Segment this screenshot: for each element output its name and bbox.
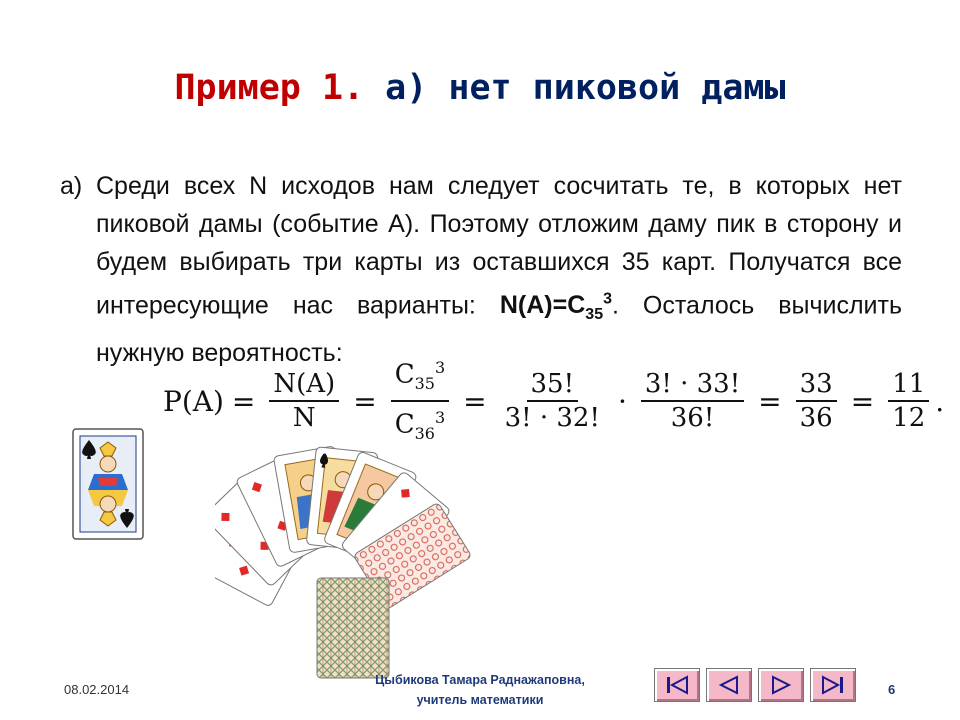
formula-eq-5: = (850, 384, 875, 418)
queen-of-spades-icon (72, 428, 144, 540)
title-rest: а) нет пиковой дамы (364, 68, 786, 108)
fraction-3-den: 3! · 32! (504, 403, 600, 433)
f2-num-sup: 3 (434, 358, 446, 378)
fraction-6-den: 12 (892, 403, 926, 433)
fraction-1-den: N (292, 403, 316, 433)
next-icon (767, 674, 795, 696)
f2-den-base: C (394, 409, 415, 440)
bold-formula-sub: 35 (585, 306, 604, 324)
fraction-2-num (391, 353, 449, 402)
fraction-1 (269, 369, 339, 433)
prev-slide-button[interactable] (706, 668, 752, 702)
fraction-4 (641, 369, 744, 433)
fraction-6 (888, 369, 929, 433)
footer-date: 08.02.2014 (64, 682, 130, 697)
formula-end: . (935, 384, 945, 418)
last-icon (819, 674, 847, 696)
card-fan-icon (215, 430, 475, 680)
f2-den-sup: 3 (434, 408, 446, 427)
title-prefix: Пример 1. (174, 68, 365, 108)
author-role: учитель математики (416, 693, 544, 707)
formula-eq-1: = (231, 384, 256, 418)
fraction-3 (501, 369, 604, 433)
f2-num-base: C (394, 359, 415, 390)
slide-title (0, 68, 960, 108)
fraction-1-num: N(A) (269, 369, 339, 402)
bold-formula-lhs: N(A)=C (499, 291, 586, 320)
fraction-4-num: 3! · 33! (641, 369, 744, 402)
bold-formula (499, 291, 612, 324)
f2-num-sub: 35 (414, 374, 435, 393)
formula-lhs: P(A) (163, 384, 224, 418)
fraction-4-den: 36! (670, 403, 715, 433)
footer-author (340, 670, 620, 710)
page-number: 6 (888, 682, 896, 697)
fraction-5-den: 36 (799, 403, 833, 433)
fraction-6-num: 11 (888, 369, 929, 402)
fraction-5-num: 33 (796, 369, 837, 402)
bold-formula-sup: 3 (603, 291, 612, 308)
slide-navigation (654, 668, 856, 702)
prev-icon (715, 674, 743, 696)
probability-formula (163, 358, 945, 443)
last-slide-button[interactable] (810, 668, 856, 702)
f2-den-sub: 36 (414, 423, 435, 443)
formula-eq-2: = (353, 384, 377, 418)
fraction-3-num: 35! (527, 369, 579, 402)
next-slide-button[interactable] (758, 668, 804, 702)
body-text (60, 167, 902, 372)
formula-eq-4: = (758, 384, 782, 418)
paragraph (60, 167, 902, 372)
paragraph-main: Среди всех N исходов нам следует сосчитать те, в которых нет пиковой дамы (событие А). Поэтому отложим даму пик в сторону и будем выбирать три карты из оставшихся 35 карт. Получатся все интересующие нас варианты: (96, 172, 902, 320)
first-slide-button[interactable] (654, 668, 700, 702)
formula-eq-3: = (463, 384, 487, 418)
first-icon (663, 674, 691, 696)
fraction-5 (796, 369, 837, 433)
formula-dot: · (617, 384, 627, 418)
author-name: Цыбикова Тамара Раднажаповна, (375, 673, 585, 687)
paragraph-tail: . Осталось вычислить нужную вероятность: (96, 291, 903, 368)
paragraph-marker: а) (60, 172, 83, 200)
paragraph-text (96, 167, 902, 372)
